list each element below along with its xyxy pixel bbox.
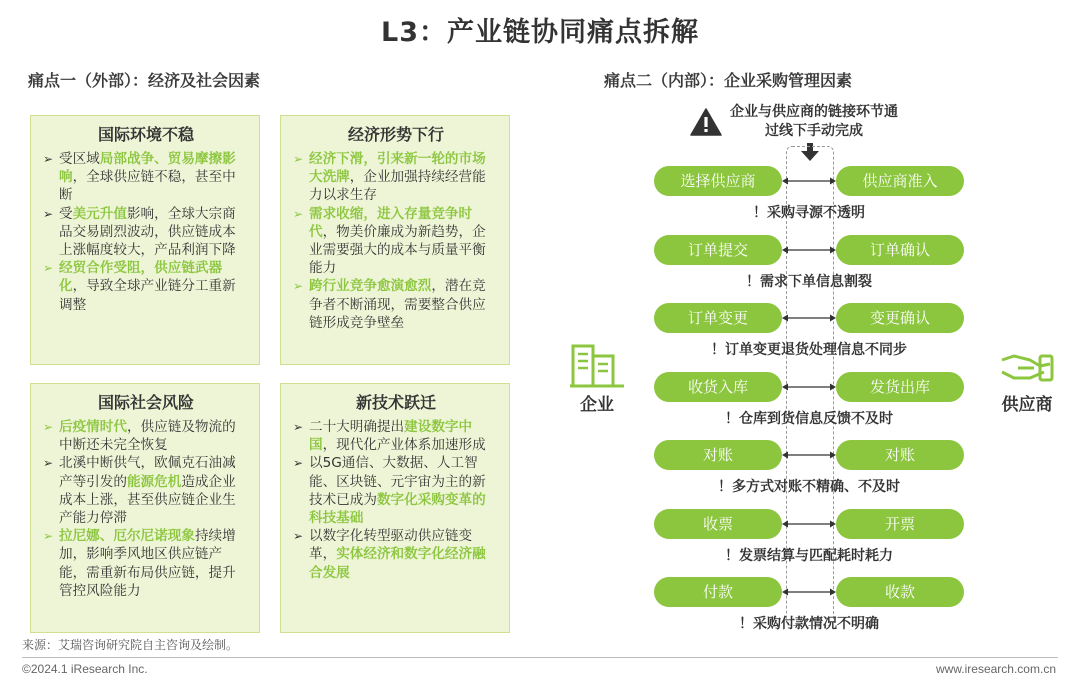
double-arrow-icon (782, 382, 836, 392)
bullet-text: 以5G通信、大数据、人工智能、区块链、元宇宙为主的新技术已成为 (309, 455, 486, 508)
bullet-text: ，现代化产业体系加速形成 (322, 437, 486, 454)
bullet-text: 持续增加，影响季风地区供应链产能，需重新布局供应链，提升管控风险能力 (59, 528, 236, 599)
double-arrow-icon (782, 450, 836, 460)
pain-point-text: ！采购付款情况不明确 (739, 616, 879, 632)
pain-point-text: ！多方式对账不精确、不及时 (718, 479, 900, 495)
highlight-text: 能源危机 (126, 473, 182, 490)
box-new-technology (280, 383, 510, 633)
bullet-list (43, 418, 249, 600)
highlight-text: 拉尼娜、厄尔尼诺现象 (59, 528, 195, 545)
warning-icon (690, 108, 722, 136)
bullet-text: ，物美价廉成为新趋势，企业需要强大的成本与质量平衡能力 (309, 223, 486, 277)
bullet-item (293, 277, 499, 332)
pain-point-text: ！仓库到货信息反馈不及时 (725, 410, 893, 427)
bullet-text: ，企业加强持续经营能力以求生存 (309, 169, 486, 204)
double-arrow-icon (782, 176, 836, 186)
bullet-item (43, 454, 249, 527)
bullet-list (43, 150, 249, 314)
box-title: 新技术跃迁 (355, 393, 436, 412)
double-arrow-icon (782, 519, 836, 529)
box-title: 经济形势下行 (347, 125, 444, 144)
warning-text: 企业与供应商的链接环节通过线下手动完成 (730, 104, 898, 139)
highlight-text: 建设数字中国 (309, 419, 473, 454)
pain-point-text: ！需求下单信息割裂 (746, 273, 872, 290)
highlight-text: 局部战争、贸易摩擦影响 (59, 151, 236, 186)
box-social-risk (30, 383, 260, 633)
pain-point-text: ！订单变更退货处理信息不同步 (711, 342, 907, 358)
double-arrow-icon (782, 587, 836, 597)
box-title: 国际环境不稳 (97, 125, 194, 144)
box-economic-downturn (280, 115, 510, 365)
bullet-item (293, 454, 499, 527)
building-icon (570, 342, 624, 388)
box-title: 国际社会风险 (97, 393, 194, 412)
website-link[interactable]: www.iresearch.com.cn (935, 662, 1056, 676)
source-note: 来源：艾瑞咨询研究院自主咨询及绘制。 (22, 638, 239, 652)
enterprise-step: 选择供应商 (654, 166, 782, 196)
double-arrow-icon (782, 313, 836, 323)
right-section-heading: 痛点二（内部）：企业采购管理因素 (604, 71, 853, 90)
bullet-item (293, 527, 499, 582)
highlight-text: 美元升值 (72, 205, 127, 222)
bullet-text: ，全球供应链不稳，甚至中断 (59, 169, 236, 204)
bullet-item (43, 259, 249, 314)
highlight-text: 数字化采购变革的科技基础 (309, 491, 486, 527)
bullet-item (293, 150, 499, 205)
enterprise-step: 订单提交 (654, 235, 782, 265)
highlight-text: 实体经济和数字化经济融合发展 (309, 546, 486, 581)
bullet-item (43, 418, 249, 454)
supplier-step: 开票 (836, 509, 964, 539)
highlight-text: 经贸合作受阻，供应链武器化 (59, 260, 223, 295)
pain-point-text: ！发票结算与匹配耗时耗力 (725, 547, 893, 564)
bullet-text: 造成企业成本上涨，甚至供应链企业生产能力停滞 (59, 473, 236, 527)
bullet-text: 影响，全球大宗商品交易剧烈波动，供应链成本上涨幅度较大，产品利润下降 (59, 205, 236, 259)
highlight-text: 跨行业竞争愈演愈烈 (309, 278, 432, 295)
enterprise-step: 对账 (654, 440, 782, 470)
bullet-list (293, 150, 499, 332)
double-arrow-icon (782, 245, 836, 255)
supplier-step: 发货出库 (836, 372, 964, 402)
bullet-text: ，导致全球产业链分工重新调整 (59, 278, 236, 313)
bullet-list (293, 418, 499, 582)
highlight-text: 后疫情时代 (59, 419, 127, 435)
enterprise-step: 收货入库 (654, 372, 782, 402)
box-international-environment (30, 115, 260, 365)
copyright: ©2024.1 iResearch Inc. (22, 662, 148, 676)
enterprise-step: 订单变更 (654, 303, 782, 333)
bullet-text: 受区域 (59, 151, 100, 167)
bullet-item (43, 150, 249, 205)
highlight-text: 需求收缩，进入存量竞争时代 (309, 205, 473, 240)
bullet-item (293, 418, 499, 454)
bullet-text: 以数字化转型驱动供应链变革， (309, 528, 473, 563)
enterprise-step: 收票 (654, 509, 782, 539)
supplier-step: 对账 (836, 440, 964, 470)
left-section-heading: 痛点一（外部）：经济及社会因素 (28, 71, 261, 90)
highlight-text: 经济下滑，引来新一轮的市场大洗牌 (309, 151, 486, 186)
bullet-text: 二十大明确提出 (309, 419, 405, 435)
supplier-label: 供应商 (1001, 395, 1053, 415)
bullet-item (43, 527, 249, 600)
bullet-text: 北溪中断供气，欧佩克石油减产等引发的 (59, 455, 236, 490)
bullet-item (293, 205, 499, 278)
enterprise-label: 企业 (580, 395, 614, 415)
supplier-step: 变更确认 (836, 303, 964, 333)
supplier-step: 订单确认 (836, 235, 964, 265)
supplier-step: 供应商准入 (836, 166, 964, 196)
supplier-step: 收款 (836, 577, 964, 607)
footer-divider (22, 657, 1058, 658)
pain-point-text: ！采购寻源不透明 (753, 205, 865, 221)
enterprise-step: 付款 (654, 577, 782, 607)
bullet-text: 受 (59, 205, 73, 222)
bullet-item (43, 205, 249, 260)
bullet-text: ，潜在竞争者不断涌现，需要整合供应链形成竞争壁垒 (309, 278, 486, 331)
bullet-text: ，供应链及物流的中断还未完全恢复 (59, 419, 236, 454)
handshake-icon (1000, 350, 1054, 384)
page-title: L3：产业链协同痛点拆解 (381, 17, 699, 48)
